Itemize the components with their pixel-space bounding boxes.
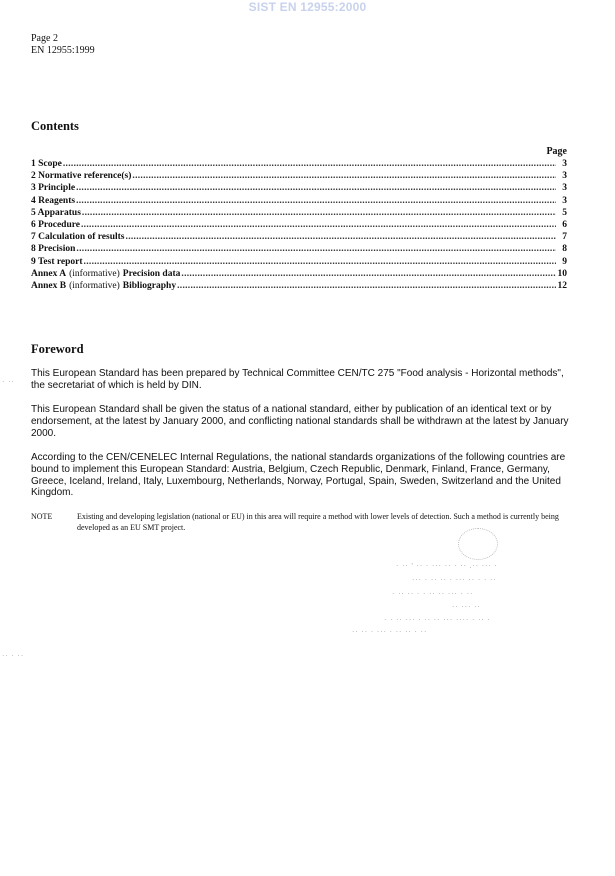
toc-leader <box>126 231 556 243</box>
toc-leader <box>84 256 556 268</box>
toc-entry-precision[interactable] <box>31 243 567 255</box>
toc-entry-page: 3 <box>562 159 567 169</box>
foreword-paragraph: This European Standard has been prepared by Technical Committee CEN/TC 275 "Food analysis - Horizontal methods", the secretariat of which is held by DIN. <box>31 368 564 391</box>
scan-artifact: · ·· ·· · · ·· ·· ··· · ·· <box>392 590 474 598</box>
toc-page-column-header: Page <box>546 146 567 157</box>
page-header <box>31 33 95 57</box>
toc-entry-page: 9 <box>562 256 567 267</box>
toc-entry-page: 8 <box>562 244 567 255</box>
toc-entry-label: 7 Calculation of results <box>31 232 125 243</box>
toc-entry-page: 12 <box>557 281 567 292</box>
toc-entry-page: 7 <box>562 232 567 243</box>
toc-leader <box>76 182 556 194</box>
scan-artifact: · ·· <box>2 378 15 386</box>
scan-artifact: · ·· ' ·· · ··· ·· · ·· .·· ··· · <box>396 562 498 570</box>
toc-entry-page: 10 <box>557 268 567 279</box>
standard-id: EN 12955:1999 <box>31 45 95 56</box>
toc-entry-scope[interactable] <box>31 158 567 170</box>
foreword-heading: Foreword <box>31 342 84 356</box>
toc-entry-page: 3 <box>562 183 567 194</box>
scan-artifact: ··· · ·· ·· · ··· ·· · · ·· <box>412 576 497 584</box>
toc-entry-label: 2 Normative reference(s) <box>31 171 132 182</box>
scan-artifact: ·· ··· ·· <box>452 603 481 611</box>
contents-heading: Contents <box>31 119 79 133</box>
scan-artifact: ·· · ·· <box>2 652 25 660</box>
toc-entry-label: 9 Test report <box>31 256 83 267</box>
toc-entry-label: 4 Reagents <box>31 195 76 206</box>
toc-leader <box>76 195 556 207</box>
toc-entry-principle[interactable] <box>31 182 567 194</box>
toc-leader <box>76 243 556 255</box>
toc-entry-label: Annex A <box>31 268 67 279</box>
toc-entry-label: 3 Principle <box>31 183 76 194</box>
toc-leader <box>82 207 556 219</box>
toc-entry-page: 5 <box>562 207 567 218</box>
toc-entry-qualifier: (informative) <box>69 281 120 292</box>
toc-entry-label: 1 Scope <box>31 159 62 169</box>
toc-entry-page: 3 <box>562 195 567 206</box>
toc-leader <box>132 170 556 182</box>
toc-leader <box>177 280 556 292</box>
toc-entry-procedure[interactable] <box>31 219 567 231</box>
toc-entry-page: 3 <box>562 171 567 182</box>
note-text: Existing and developing legislation (national or EU) in this area will require a method with lower levels of detection. Such a method is currently being developed as an EU SMT project. <box>77 512 559 532</box>
toc-leader <box>81 219 556 231</box>
page-number: Page 2 <box>31 33 58 44</box>
toc-entry-label: Annex B <box>31 281 67 292</box>
toc-entry-title: Precision data <box>122 268 181 279</box>
toc-entry-apparatus[interactable] <box>31 207 567 219</box>
scan-artifact: · · ·· ··· · ·· ·· ··· ···· · ·· · <box>384 616 491 624</box>
toc-entry-annex-a[interactable] <box>31 268 567 280</box>
toc-entry-test-report[interactable] <box>31 256 567 268</box>
toc-leader <box>63 158 556 170</box>
foreword-paragraph: This European Standard shall be given the status of a national standard, either by publication of an identical text or by endorsement, at the latest by January 2000, and conflicting national standards shall be withdrawn at the latest by January 2000. <box>31 404 569 439</box>
toc-entry-page: 6 <box>562 220 567 231</box>
toc-entry-title: Bibliography <box>122 281 177 292</box>
toc-entry-label: 5 Apparatus <box>31 207 81 218</box>
watermark: SIST EN 12955:2000 <box>248 0 367 14</box>
toc-entry-normative-references[interactable] <box>31 170 567 182</box>
scan-artifact: ·· ·· · ··· · ·· ·· · ·· <box>352 628 428 636</box>
toc-entry-reagents[interactable] <box>31 195 567 207</box>
toc-entry-label: 8 Precision <box>31 244 76 255</box>
note-tag: NOTE <box>31 512 53 521</box>
toc-entry-calculation-of-results[interactable] <box>31 231 567 243</box>
toc-leader <box>181 268 556 280</box>
foreword-paragraph: According to the CEN/CENELEC Internal Regulations, the national standards organizations of the following countries are bound to implement this European Standard: Austria, Belgium, Czech Republic, Denmark, Finland, France, Germany, Greece, Iceland, Ireland, Italy, Luxembourg, Netherlands, Norway, Portugal, Spain, Sweden, Switzerland and the United Kingdom. <box>31 452 566 499</box>
table-of-contents <box>31 158 567 292</box>
toc-entry-label: 6 Procedure <box>31 220 80 231</box>
toc-entry-qualifier: (informative) <box>69 268 120 279</box>
toc-entry-annex-b[interactable] <box>31 280 567 292</box>
faded-stamp-icon <box>458 528 498 560</box>
